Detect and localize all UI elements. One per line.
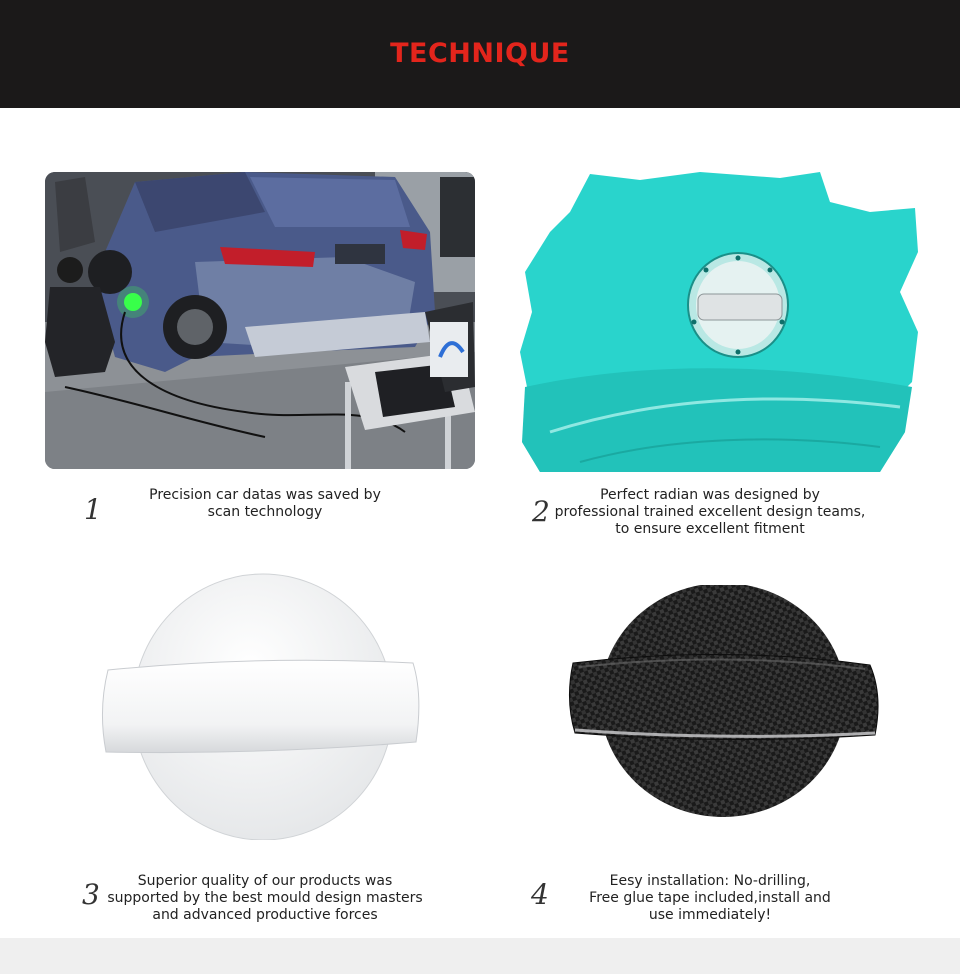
caption-line: Perfect radian was designed by [600,487,820,503]
caption-line: to ensure excellent fitment [615,521,805,537]
caption-line: Precision car datas was saved by [149,487,381,503]
step-1-caption [130,487,400,521]
step-4-number: 4 [531,878,549,911]
step-3-caption [100,873,430,924]
caption-line: Free glue tape included,install and [589,890,831,906]
step-2-number: 2 [532,495,550,528]
caption-line: professional trained excellent design teams, [554,504,866,520]
caption-line: and advanced productive forces [152,907,378,923]
step-4-caption [570,873,850,924]
caption-line: supported by the best mould design masters [107,890,423,906]
step-3-number: 3 [82,878,100,911]
caption-line: Superior quality of our products was [137,873,393,889]
car-scanning-photo [45,172,475,469]
turquoise-scan-render [520,172,920,472]
step-2-caption [550,487,870,538]
caption-line: scan technology [207,504,323,520]
caption-line: use immediately! [648,907,772,923]
step-1-number: 1 [84,493,102,526]
header-bar [0,0,960,108]
page-title: TECHNIQUE [390,37,570,69]
white-fuel-cap-image [98,570,423,840]
caption-line: Eesy installation: No-drilling, [609,873,811,889]
footer-band [0,938,960,974]
carbon-fuel-cap-image [565,585,883,820]
